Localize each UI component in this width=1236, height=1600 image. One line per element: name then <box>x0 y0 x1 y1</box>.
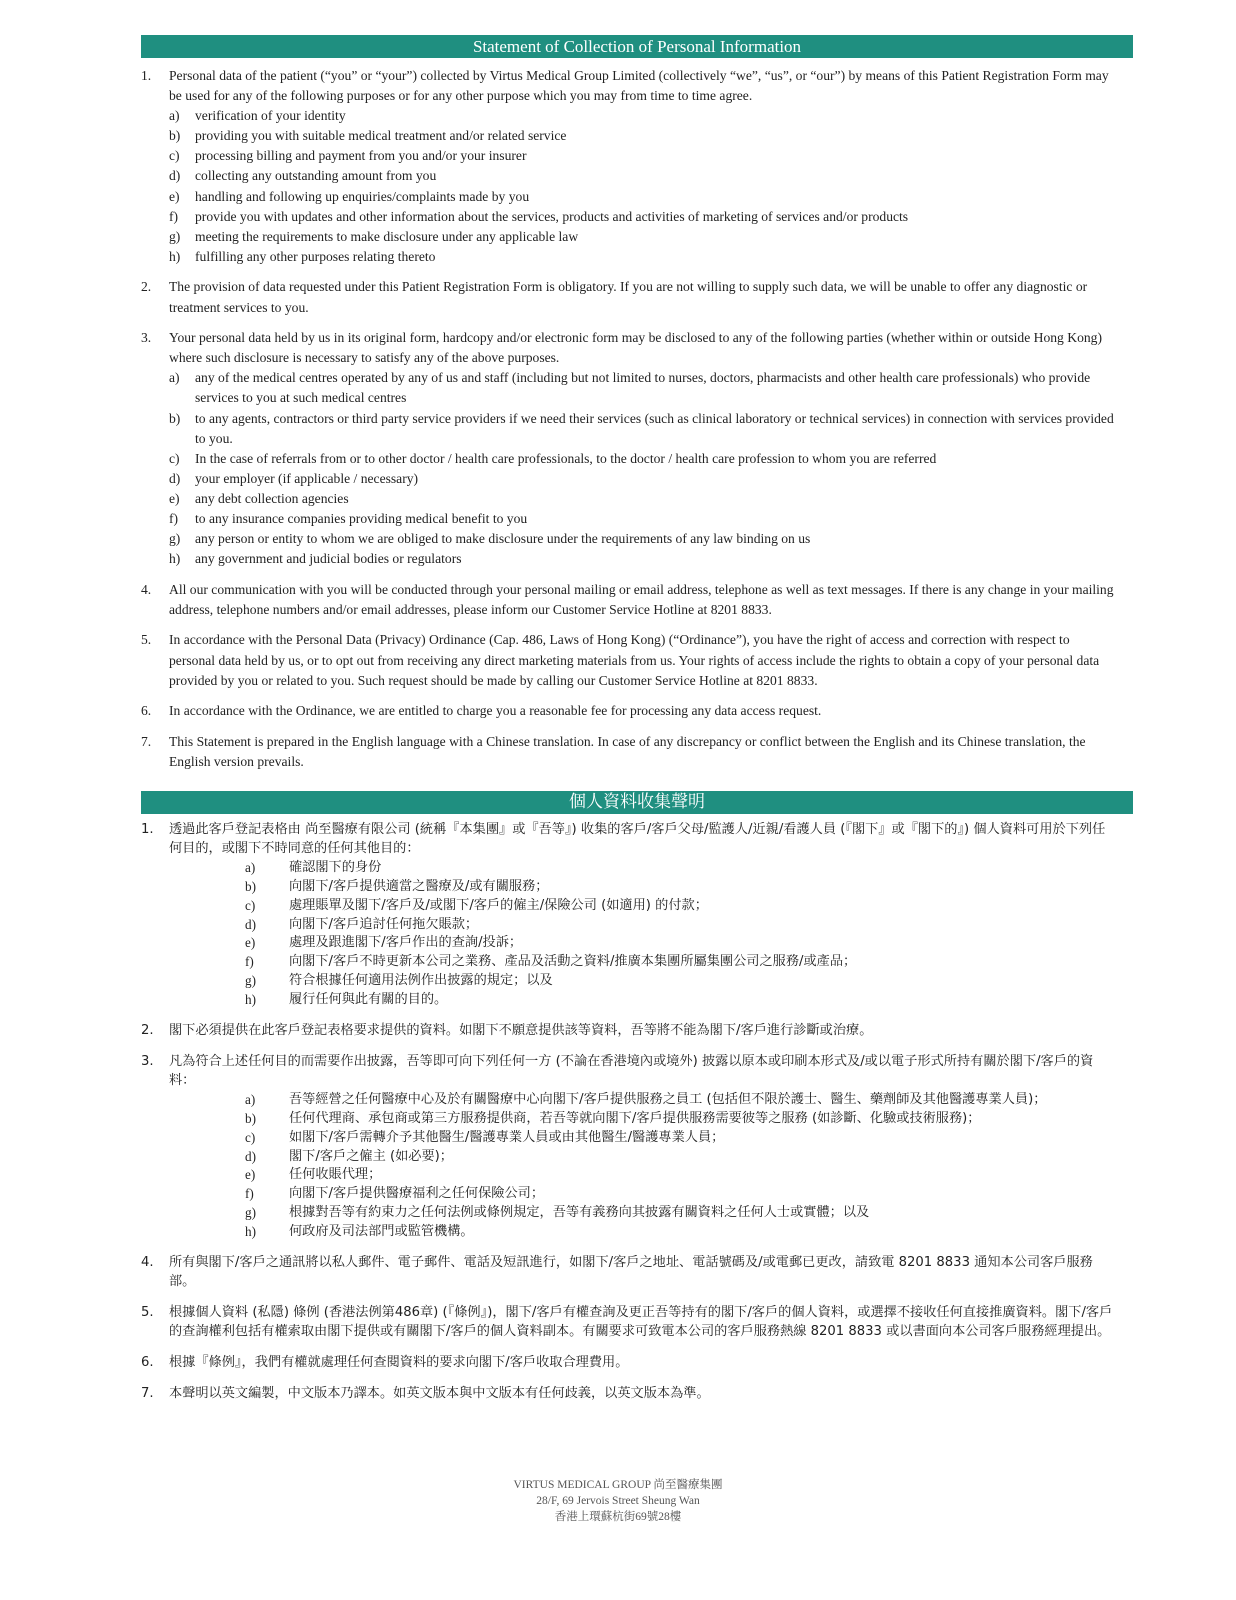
item-text: Your personal data held by us in its original form, hardcopy and/or electronic form may be disclosed to any of the following parties (whether within or outside Hong Kong) where such disclosure is necessary to satisfy any of the above purposes. <box>169 330 1102 366</box>
sub-item-text: processing billing and payment from you and/or your insurer <box>195 148 527 164</box>
sub-item-text: 處理賬單及閣下/客戶及/或閣下/客戶的僱主/保險公司 (如適用) 的付款； <box>289 897 708 913</box>
sub-item <box>169 449 1116 469</box>
sub-item-text: 閣下/客戶之僱主 (如必要)； <box>289 1148 453 1164</box>
sub-item-letter: d) <box>245 916 256 932</box>
statement-item <box>141 1022 1116 1041</box>
sub-item-list <box>245 859 1116 1010</box>
item-number: 6. <box>141 1354 154 1370</box>
sub-item-text: any government and judicial bodies or regulators <box>195 551 462 567</box>
sub-item-letter: b) <box>169 410 181 426</box>
sub-item-text: In the case of referrals from or to other doctor / health care professionals, to the doctor / health care profession to whom you are referred <box>195 450 937 466</box>
sub-item-letter: f) <box>245 954 254 970</box>
sub-item-letter: h) <box>169 551 181 567</box>
item-number: 5. <box>141 632 152 648</box>
sub-item-letter: d) <box>169 470 181 486</box>
item-number: 7. <box>141 1385 154 1401</box>
sub-item-letter: b) <box>169 128 181 144</box>
statement-item <box>141 66 1116 267</box>
chinese-heading: 個人資料收集聲明 <box>569 792 705 812</box>
footer-address-en: 28/F, 69 Jervois Street Sheung Wan <box>536 1495 700 1507</box>
english-heading: Statement of Collection of Personal Information <box>472 37 802 56</box>
statement-item <box>141 732 1116 772</box>
item-text: The provision of data requested under this Patient Registration Form is obligatory. If you are not willing to supply such data, we will be unable to offer any diagnostic or treatment services to you. <box>169 279 1088 315</box>
sub-item-text: 如閣下/客戶需轉介予其他醫生/醫護專業人員或由其他醫生/醫護專業人員； <box>289 1129 725 1145</box>
sub-item-text: collecting any outstanding amount from you <box>195 168 437 184</box>
sub-item <box>169 247 1116 267</box>
footer <box>0 1477 1236 1525</box>
sub-item <box>169 549 1116 569</box>
sub-item <box>169 207 1116 227</box>
sub-item-text: 符合根據任何適用法例作出披露的規定；以及 <box>289 973 553 989</box>
sub-item-list <box>169 368 1116 569</box>
chinese-heading-banner <box>141 791 1133 814</box>
sub-item-text: 向閣下/客戶提供醫療福利之任何保險公司； <box>289 1186 545 1202</box>
sub-item-letter: g) <box>169 531 181 547</box>
sub-item-text: 處理及跟進閣下/客戶作出的查詢/投訴； <box>289 935 523 951</box>
sub-item <box>245 1185 1116 1204</box>
item-text: This Statement is prepared in the English language with a Chinese translation. In case of any discrepancy or conflict between the English and its Chinese translation, the English version prevails. <box>169 733 1086 769</box>
statement-item <box>141 328 1116 569</box>
sub-item <box>245 972 1116 991</box>
sub-item-letter: h) <box>245 992 256 1008</box>
item-text: 所有與閣下/客戶之通訊將以私人郵件、電子郵件、電話及短訊進行，如閣下/客戶之地址、電話號碼及/或電郵已更改，請致電 8201 8833 通知本公司客戶服務部。 <box>169 1255 1093 1289</box>
sub-item-list <box>245 1091 1116 1242</box>
sub-item <box>169 529 1116 549</box>
sub-item-letter: e) <box>169 490 180 506</box>
sub-item-text: meeting the requirements to make disclosure under any applicable law <box>195 228 579 244</box>
sub-item-text: 向閣下/客戶追討任何拖欠賬款； <box>289 916 479 932</box>
item-text: 根據個人資料 (私隱) 條例 (香港法例第486章) (『條例』)，閣下/客戶有權查詢及更正吾等持有的閣下/客戶的個人資料，或選擇不接收任何直接推廣資料。閣下/客戶的查詢權利包括有權索取由閣下提供或有關閣下/客戶的個人資料副本。有關要求可致電本公司的客戶服務熱線 8201 8833 或以書面向本公司客戶服務經理提出。 <box>169 1304 1113 1339</box>
sub-item-letter: f) <box>245 1186 254 1202</box>
sub-item-letter: a) <box>169 370 180 386</box>
item-number: 3. <box>141 1053 154 1069</box>
item-text: 根據『條例』，我們有權就處理任何查閱資料的要求向閣下/客戶收取合理費用。 <box>169 1354 629 1370</box>
sub-item-letter: c) <box>245 1129 256 1145</box>
item-number: 4. <box>141 581 152 597</box>
sub-item-text: 履行任何與此有關的目的。 <box>289 992 448 1008</box>
sub-item-letter: b) <box>245 1110 256 1126</box>
sub-item <box>245 1091 1116 1110</box>
sub-item <box>245 1223 1116 1242</box>
item-number: 3. <box>141 330 152 346</box>
sub-item-letter: h) <box>169 248 181 264</box>
item-number: 2. <box>141 279 152 295</box>
statement-item <box>141 277 1116 317</box>
english-heading-banner <box>141 35 1133 58</box>
sub-item-letter: f) <box>169 208 179 224</box>
sub-item <box>169 106 1116 126</box>
sub-item-letter: g) <box>169 228 181 244</box>
sub-item-text: your employer (if applicable / necessary) <box>195 470 419 486</box>
sub-item-letter: a) <box>245 859 256 875</box>
sub-item <box>245 897 1116 916</box>
sub-item-text: 任何收賬代理； <box>289 1167 382 1183</box>
sub-item <box>245 1110 1116 1129</box>
item-number: 1. <box>141 68 152 83</box>
item-text: In accordance with the Personal Data (Privacy) Ordinance (Cap. 486, Laws of Hong Kong) (“Ordinance”), you have the right of access and correction with respect to personal data held by us, or to opt out from receiving any direct marketing materials from us. Your rights of access include the rights to obtain a copy of your personal data provided by you or related to you. Such request should be made by calling our Customer Service Hotline at 8201 8833. <box>169 632 1100 688</box>
item-number: 2. <box>141 1023 154 1039</box>
item-number: 7. <box>141 733 152 749</box>
statement-item <box>141 1053 1116 1242</box>
sub-item <box>169 368 1116 408</box>
sub-item <box>169 187 1116 207</box>
sub-item <box>245 934 1116 953</box>
sub-item-letter: b) <box>245 878 256 894</box>
sub-item-letter: e) <box>245 1167 256 1183</box>
item-number: 4. <box>141 1255 154 1271</box>
sub-item-text: fulfilling any other purposes relating thereto <box>195 248 436 264</box>
sub-item-text: any of the medical centres operated by any of us and staff (including but not limited to nurses, doctors, pharmacists and other health care professionals) who provide services to you at such medical centres <box>195 370 1091 406</box>
sub-item <box>169 489 1116 509</box>
item-text: 本聲明以英文編製，中文版本乃譯本。如英文版本與中文版本有任何歧義，以英文版本為準。 <box>169 1385 710 1401</box>
statement-item <box>141 580 1116 620</box>
footer-company: VIRTUS MEDICAL GROUP 尚至醫療集團 <box>513 1479 723 1491</box>
sub-item-text: 任何代理商、承包商或第三方服務提供商，若吾等就向閣下/客戶提供服務需要彼等之服務 (如診斷、化驗或技術服務)； <box>289 1110 981 1126</box>
statement-item <box>141 1385 1116 1404</box>
sub-item <box>169 409 1116 449</box>
sub-item-text: 根據對吾等有約束力之任何法例或條例規定，吾等有義務向其披露有關資料之任何人士或實體；以及 <box>289 1205 870 1221</box>
sub-item-letter: d) <box>169 168 181 184</box>
sub-item-letter: e) <box>245 935 256 951</box>
sub-item-letter: g) <box>245 973 256 989</box>
sub-item-text: 向閣下/客戶不時更新本公司之業務、產品及活動之資料/推廣本集團所屬集團公司之服務/或產品； <box>289 954 857 970</box>
statement-item <box>141 1254 1116 1292</box>
sub-item-letter: c) <box>169 148 180 164</box>
sub-item <box>245 991 1116 1010</box>
sub-item <box>245 1129 1116 1148</box>
sub-item-letter: d) <box>245 1148 256 1164</box>
sub-item-letter: f) <box>169 510 179 526</box>
sub-item-text: providing you with suitable medical treatment and/or related service <box>195 128 567 144</box>
sub-item-text: 確認閣下的身份 <box>289 859 382 875</box>
statement-item <box>141 1354 1116 1373</box>
sub-item <box>245 953 1116 972</box>
sub-item <box>169 227 1116 247</box>
sub-item-text: 吾等經營之任何醫療中心及於有關醫療中心向閣下/客戶提供服務之員工 (包括但不限於護士、醫生、藥劑師及其他醫護專業人員)； <box>289 1091 1047 1107</box>
statement-item <box>141 701 1116 721</box>
sub-item-letter: a) <box>169 108 180 124</box>
sub-item-text: any debt collection agencies <box>195 490 349 506</box>
sub-item <box>245 916 1116 935</box>
chinese-statement <box>141 821 1116 1415</box>
item-text: 凡為符合上述任何目的而需要作出披露，吾等即可向下列任何一方 (不論在香港境內或境外) 披露以原本或印刷本形式及/或以電子形式所持有關於閣下/客戶的資料： <box>169 1053 1094 1088</box>
statement-item <box>141 821 1116 1010</box>
sub-item-text: provide you with updates and other information about the services, products and activities of marketing of services and/or products <box>195 208 909 224</box>
item-text: Personal data of the patient (“you” or “your”) collected by Virtus Medical Group Limited (collectively “we”, “us”, or “our”) by means of this Patient Registration Form may be used for any of the following purposes or for any other purpose which you may from time to time agree. <box>169 68 1109 104</box>
sub-item-text: handling and following up enquiries/complaints made by you <box>195 188 530 204</box>
sub-item-letter: a) <box>245 1091 256 1107</box>
sub-item <box>245 878 1116 897</box>
sub-item-letter: c) <box>245 897 256 913</box>
sub-item <box>169 509 1116 529</box>
sub-item <box>169 126 1116 146</box>
sub-item <box>169 146 1116 166</box>
english-statement <box>141 66 1116 783</box>
sub-item-letter: e) <box>169 188 180 204</box>
sub-item-text: verification of your identity <box>195 108 346 124</box>
sub-item <box>245 1166 1116 1185</box>
sub-item-text: to any insurance companies providing medical benefit to you <box>195 510 528 526</box>
sub-item-letter: g) <box>245 1205 256 1221</box>
sub-item-text: any person or entity to whom we are obliged to make disclosure under the requirements of any law binding on us <box>195 531 811 547</box>
item-text: 閣下必須提供在此客戶登記表格要求提供的資料。如閣下不願意提供該等資料，吾等將不能為閣下/客戶進行診斷或治療。 <box>169 1023 873 1039</box>
sub-item-text: 向閣下/客戶提供適當之醫療及/或有關服務； <box>289 878 549 894</box>
sub-item <box>245 1148 1116 1167</box>
item-text: In accordance with the Ordinance, we are entitled to charge you a reasonable fee for processing any data access request. <box>169 703 822 719</box>
sub-item-text: to any agents, contractors or third party service providers if we need their services (such as clinical laboratory or technical services) in connection with services provided to you. <box>195 410 1114 446</box>
statement-item <box>141 630 1116 690</box>
sub-item <box>245 859 1116 878</box>
sub-item-letter: h) <box>245 1224 256 1240</box>
item-number: 6. <box>141 703 152 719</box>
sub-item <box>169 166 1116 186</box>
item-number: 1. <box>141 822 154 837</box>
sub-item-list <box>169 106 1116 267</box>
footer-address-zh: 香港上環蘇杭街69號28樓 <box>554 1511 682 1523</box>
item-text: 透過此客戶登記表格由 尚至醫療有限公司 (統稱『本集團』或『吾等』) 收集的客戶/客戶父母/監護人/近親/看護人員 (『閣下』或『閣下的』) 個人資料可用於下列任何目的，或閣下不時同意的任何其他目的： <box>169 822 1106 856</box>
sub-item <box>245 1204 1116 1223</box>
sub-item-text: 何政府及司法部門或監管機構。 <box>289 1224 474 1240</box>
item-text: All our communication with you will be conducted through your personal mailing or email address, telephone as well as text messages. If there is any change in your mailing address, telephone numbers and/or email addresses, please inform our Customer Service Hotline at 8201 8833. <box>169 581 1114 617</box>
sub-item <box>169 469 1116 489</box>
statement-item <box>141 1304 1116 1342</box>
item-number: 5. <box>141 1304 154 1320</box>
sub-item-letter: c) <box>169 450 180 466</box>
